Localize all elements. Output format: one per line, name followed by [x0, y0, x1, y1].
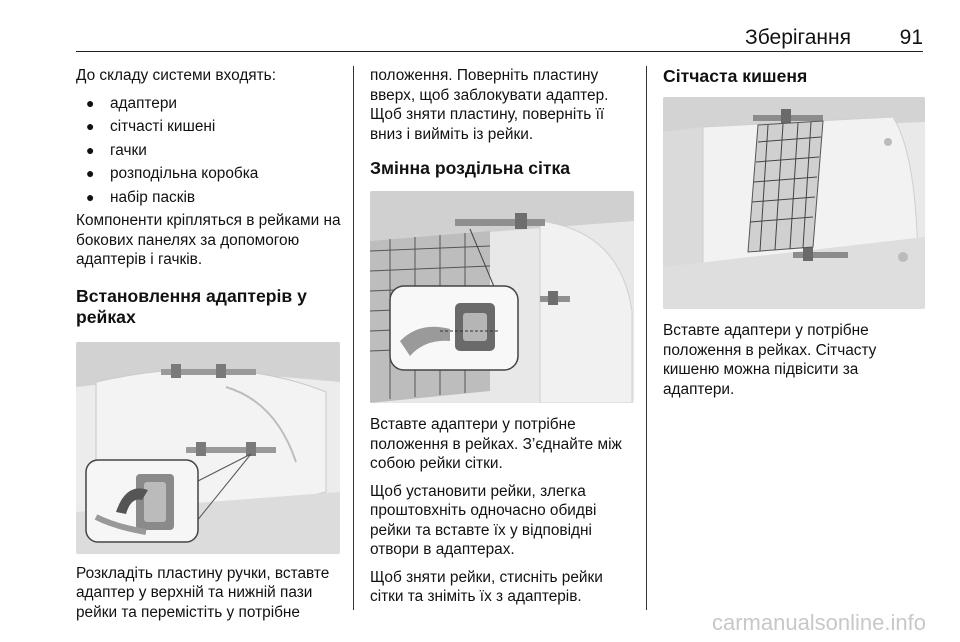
component-list: [76, 94, 342, 208]
header-rule: [76, 51, 923, 52]
insert-adapters-paragraph: Вставте адаптери у потрібне положення в рейках. З’єднайте між собою рейки сітки.: [370, 416, 622, 472]
heading-install-adapters: Встановлення адаптерів у рейках: [76, 285, 307, 327]
bullet-dot-icon: ●: [86, 118, 95, 134]
column-2: [370, 66, 638, 615]
components-paragraph: Компоненти кріпляться в рейками на бокових панелях за допомогою адаптерів і гачків.: [76, 212, 341, 268]
column-divider-2: [646, 66, 647, 610]
heading-divider-net: Змінна роздільна сітка: [370, 158, 571, 178]
install-rails-paragraph: Щоб установити рейки, злегка проштовхніть одночасно обидві рейки та вставте їх у відповідні отвори в адаптерах.: [370, 482, 597, 558]
bullet-dot-icon: ●: [86, 188, 95, 205]
intro-text: До складу системи входять:: [76, 67, 276, 84]
bullet-dot-icon: ●: [86, 141, 95, 158]
heading-net-pocket: Сітчаста кишеня: [663, 66, 808, 86]
bullet-dot-icon: ●: [86, 94, 95, 111]
section-title: Зберігання: [745, 26, 851, 49]
page-header: [76, 0, 923, 50]
list-item: ● набір пасків: [86, 188, 196, 206]
net-pocket-illustration: [663, 97, 925, 309]
bullet-dot-icon: ●: [86, 165, 95, 181]
remove-rails-paragraph: Щоб зняти рейки, стисніть рейки сітки та зніміть їх з адаптерів.: [370, 568, 603, 605]
column-divider-1: [353, 66, 354, 610]
column-1: [76, 66, 342, 630]
install-caption: Розкладіть пластину ручки, вставте адаптер у верхній та нижній пази рейки та перемістіть у потрібне: [76, 564, 330, 621]
list-item: ● адаптери: [86, 94, 178, 112]
net-pocket-paragraph: Вставте адаптери у потрібне положення в рейках. Сітчасту кишеню можна підвісити за адаптери.: [663, 322, 877, 398]
divider-net-illustration: [370, 191, 634, 403]
unlock-paragraph: положення. Поверніть пластину вверх, щоб заблокувати адаптер. Щоб зняти пластину, поверніть її вниз і вийміть із рейки.: [370, 67, 609, 143]
watermark: carmanualsonline.info: [711, 610, 926, 635]
list-item: ● розподільна коробка: [86, 165, 259, 182]
page-number: 91: [899, 26, 923, 49]
column-3: [663, 66, 928, 407]
adapter-install-illustration: [76, 342, 340, 554]
list-item: ● сітчасті кишені: [86, 118, 216, 135]
list-item: ● гачки: [86, 141, 147, 159]
